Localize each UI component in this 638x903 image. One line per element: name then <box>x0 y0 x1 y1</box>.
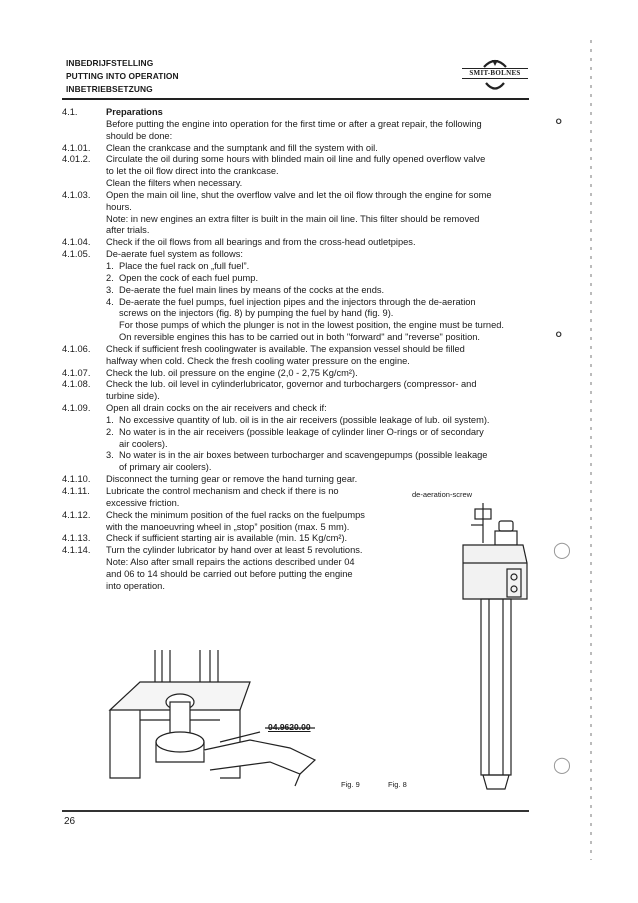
text-line: Check if sufficient starting air is available (min. 15 Kg/cm²). <box>106 533 348 544</box>
instruction-item <box>62 368 540 380</box>
instruction-number: 4.1.01. <box>62 142 91 153</box>
instruction-text <box>106 403 540 474</box>
header-rule <box>62 98 529 100</box>
text-line: Check the lub. oil level in cylinderlubricator, governor and turbochargers (compressor- and <box>106 379 477 390</box>
instruction-item <box>62 119 540 143</box>
text-line: to let the oil flow direct into the crankcase. <box>106 166 279 177</box>
fig9-caption: Fig. 9 <box>341 780 360 789</box>
sub-step-text <box>119 415 540 427</box>
instruction-item <box>62 154 540 190</box>
text-line: On reversible engines this has to be carried out in both "forward" and "reverse" position. <box>119 332 480 343</box>
text-line: Clean the filters when necessary. <box>106 178 243 189</box>
fig8-injector-drawing <box>455 503 535 793</box>
logo-text: SMIT-BOLNES <box>462 68 528 79</box>
punch-hole-icon: ◯ <box>553 757 571 774</box>
instruction-number: 4.1. <box>62 107 78 117</box>
deaeration-screw-label: de-aeration-screw <box>412 490 473 499</box>
punch-hole-icon: ◯ <box>553 542 571 559</box>
instruction-number: 4.1.03. <box>62 189 91 200</box>
page-header <box>66 57 179 96</box>
text-line: Place the fuel rack on „full fuel”. <box>119 260 250 271</box>
instruction-text <box>106 237 540 249</box>
instruction-item <box>62 474 540 486</box>
text-line: with the manoeuvring wheel in „stop” position (max. 5 mm). <box>106 521 350 532</box>
instruction-number: 4.1.13. <box>62 533 91 544</box>
instruction-number: 4.1.14. <box>62 545 91 556</box>
sub-step-text <box>119 427 540 451</box>
instruction-number: 4.1.06. <box>62 343 91 354</box>
instruction-item <box>62 190 540 237</box>
text-line: Preparations <box>106 107 163 117</box>
instruction-item <box>62 249 540 344</box>
instruction-text <box>106 379 540 403</box>
text-line: Open all drain cocks on the air receivers and check if: <box>106 403 327 414</box>
text-line: Lubricate the control mechanism and check if there is no <box>106 486 339 496</box>
instruction-text <box>106 249 540 344</box>
sub-step <box>106 273 540 285</box>
text-line: into operation. <box>106 580 165 591</box>
instruction-number: 4.1.11. <box>62 486 90 496</box>
instruction-item <box>62 379 540 403</box>
instruction-text <box>106 154 540 190</box>
text-line: No excessive quantity of lub. oil is in the air receivers (possible leakage of lub. oil system). <box>119 414 490 425</box>
smit-bolnes-logo <box>462 52 528 98</box>
sub-step-number: 4. <box>106 296 114 307</box>
text-line: excessive friction. <box>106 497 180 508</box>
text-line: No water is in the air boxes between turbocharger and scavengepumps (possible leakage <box>119 450 488 461</box>
instruction-text <box>106 119 540 143</box>
text-line: hours. <box>106 201 132 212</box>
text-line: of primary air coolers). <box>119 462 212 473</box>
instruction-text <box>106 143 540 155</box>
text-line: Check if the oil flows from all bearings and from the cross-head outletpipes. <box>106 237 416 248</box>
instruction-item <box>62 237 540 249</box>
sub-step-text <box>119 285 540 297</box>
instruction-item <box>62 403 540 474</box>
instruction-text <box>106 344 540 368</box>
text-line: De-aerate fuel system as follows: <box>106 249 243 260</box>
text-line: Open the cock of each fuel pump. <box>119 272 259 283</box>
text-line: Clean the crankcase and the sumptank and fill the system with oil. <box>106 142 378 153</box>
binder-edge <box>590 40 592 860</box>
text-line: Check the lub. oil pressure on the engine (2,0 - 2,75 Kg/cm²). <box>106 367 358 378</box>
text-line: should be done: <box>106 130 173 141</box>
text-line: Check the minimum position of the fuel racks on the fuelpumps <box>106 509 365 520</box>
sub-step <box>106 450 540 474</box>
text-line: turbine side). <box>106 391 160 402</box>
instruction-text <box>106 474 540 486</box>
fig9-fuel-pump-drawing <box>100 650 330 790</box>
text-line: Note: in new engines an extra filter is built in the main oil line. This filter should be removed <box>106 213 480 224</box>
instruction-number: 4.1.04. <box>62 237 91 248</box>
instruction-number: 4.1.10. <box>62 474 91 485</box>
instruction-number: 4.01.2. <box>62 154 91 165</box>
text-line: Disconnect the turning gear or remove the hand turning gear. <box>106 474 358 485</box>
text-line: Open the main oil line, shut the overflow valve and let the oil flow through the engine for some <box>106 189 492 200</box>
fig8-caption: Fig. 8 <box>388 780 407 789</box>
instruction-item <box>62 143 540 155</box>
text-line: and 06 to 14 should be carried out before putting the engine <box>106 568 353 579</box>
text-line: screws on the injectors (fig. 8) by pumping the fuel by hand (fig. 9). <box>119 308 394 319</box>
instruction-text <box>106 107 540 119</box>
sub-step-text <box>119 273 540 285</box>
instruction-item <box>62 344 540 368</box>
part-number: 04.9620.00 <box>268 722 311 732</box>
text-line: For those pumps of which the plunger is not in the lowest position, the engine must be turned. <box>119 320 505 331</box>
punch-hole-icon: ⚬ <box>552 114 566 131</box>
text-line: after trials. <box>106 225 150 236</box>
text-line: De-aerate the fuel main lines by means of the cocks at the ends. <box>119 284 385 295</box>
instruction-number: 4.1.07. <box>62 367 91 378</box>
sub-step-number: 2. <box>106 426 114 437</box>
header-dutch: INBEDRIJFSTELLING <box>66 58 154 68</box>
sub-step-number: 1. <box>106 260 114 271</box>
header-english: PUTTING INTO OPERATION <box>66 71 179 81</box>
text-line: De-aerate the fuel pumps, fuel injection pipes and the injectors through the de-aeration <box>119 296 476 307</box>
sub-step <box>106 297 540 344</box>
text-line: halfway when cold. Check the fresh cooling water pressure on the engine. <box>106 355 410 366</box>
sub-step <box>106 285 540 297</box>
instruction-number: 4.1.08. <box>62 379 91 390</box>
text-line: Turn the cylinder lubricator by hand over at least 5 revolutions. <box>106 545 363 556</box>
instruction-text <box>106 190 540 237</box>
sub-step <box>106 427 540 451</box>
text-line: Check if sufficient fresh coolingwater is available. The expansion vessel should be filled <box>106 343 465 354</box>
instruction-number: 4.1.09. <box>62 403 91 414</box>
sub-step <box>106 415 540 427</box>
sub-step-text <box>119 297 540 344</box>
sub-step-text <box>119 450 540 474</box>
text-line: Circulate the oil during some hours with blinded main oil line and fully opened overflow valve <box>106 154 486 165</box>
instruction-item <box>62 107 540 119</box>
sub-step <box>106 261 540 273</box>
text-line: air coolers). <box>119 438 168 449</box>
sub-step-number: 1. <box>106 414 114 425</box>
text-line: No water is in the air receivers (possible leakage of cylinder liner O-rings or of secondary <box>119 426 484 437</box>
instruction-text <box>106 368 540 380</box>
text-line: Before putting the engine into operation for the first time or after a great repair, the following <box>106 118 482 129</box>
instruction-number: 4.1.05. <box>62 249 91 260</box>
header-german: INBETRIEBSETZUNG <box>66 84 153 94</box>
text-line: Note: Also after small repairs the actions described under 04 <box>106 557 355 568</box>
page-number: 26 <box>64 816 76 827</box>
sub-step-number: 3. <box>106 284 114 295</box>
sub-step-text <box>119 261 540 273</box>
punch-hole-icon: ⚬ <box>552 327 566 344</box>
instruction-number: 4.1.12. <box>62 509 91 520</box>
sub-step-number: 2. <box>106 272 114 283</box>
instruction-number <box>62 119 106 143</box>
sub-step-number: 3. <box>106 450 114 461</box>
footer-rule <box>62 810 529 812</box>
